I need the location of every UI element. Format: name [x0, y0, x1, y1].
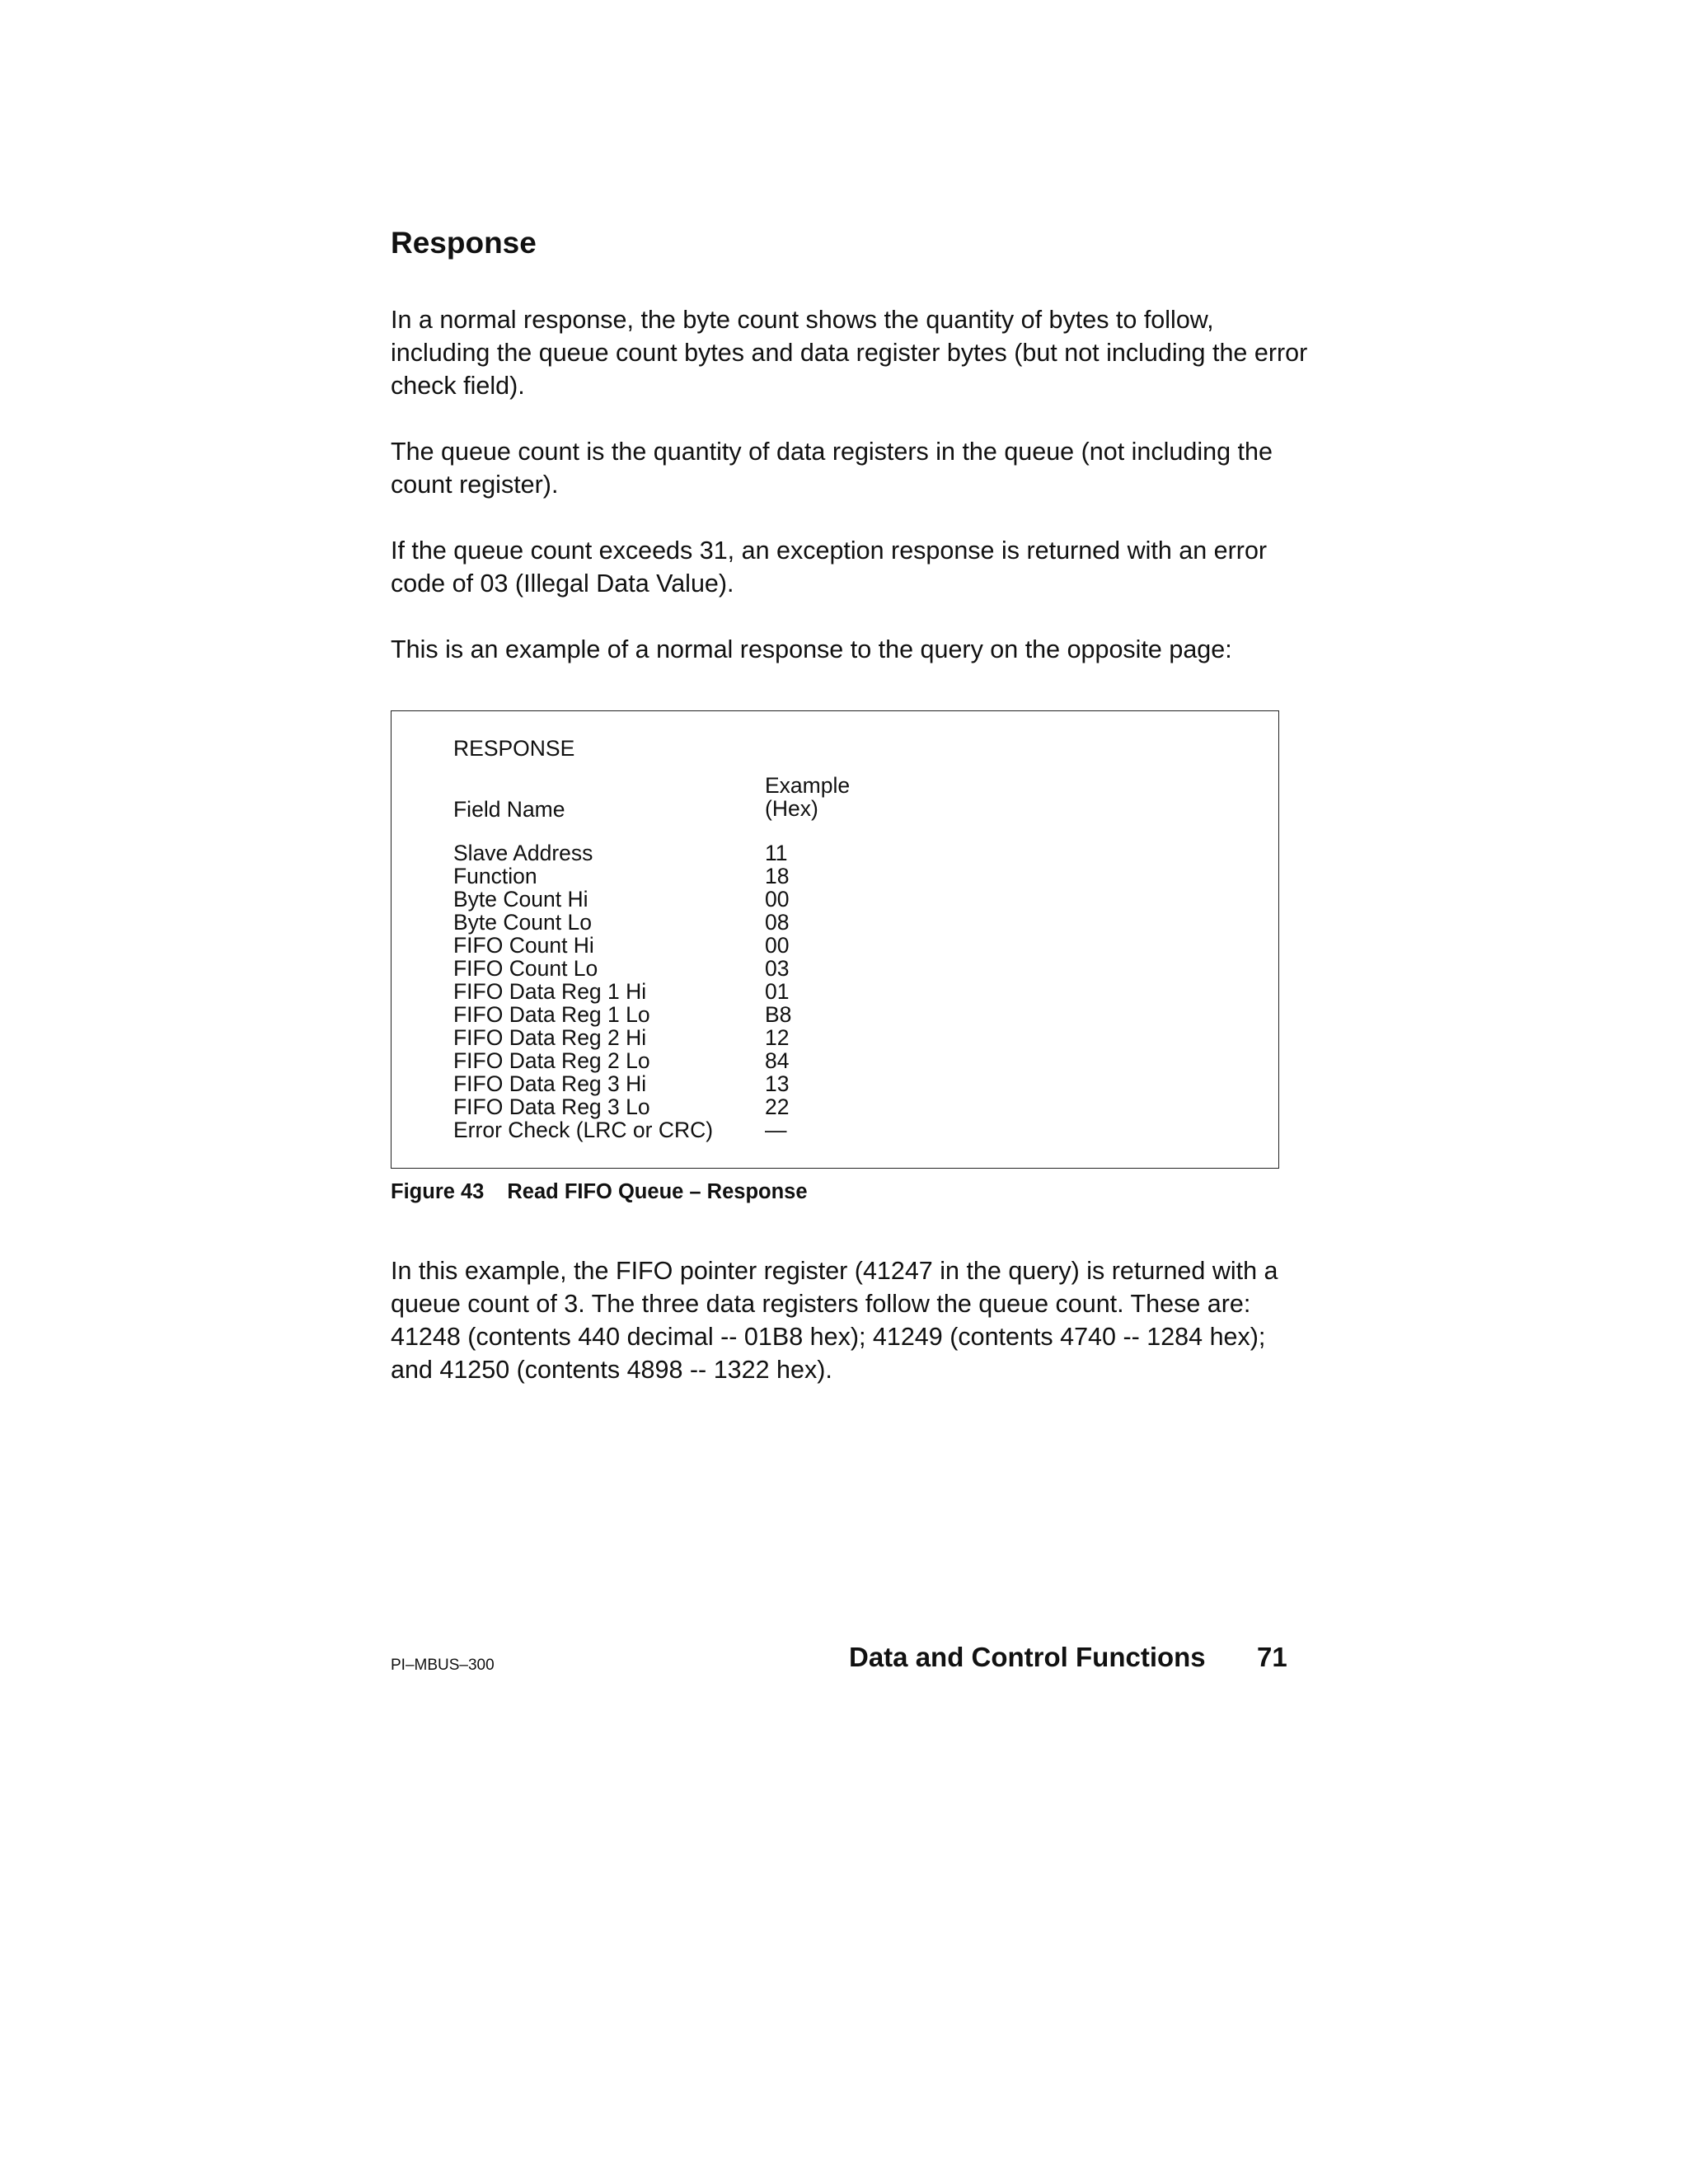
footer-chapter-title: Data and Control Functions	[849, 1642, 1206, 1672]
figure-caption	[391, 1180, 808, 1204]
table-row	[453, 980, 791, 1003]
field-value: 00	[765, 887, 790, 912]
table-row	[453, 841, 791, 865]
figure-title: RESPONSE	[453, 736, 575, 761]
table-row	[453, 1072, 791, 1095]
table-row	[453, 1003, 791, 1026]
figure-caption-text: Read FIFO Queue – Response	[507, 1180, 808, 1203]
field-value: 18	[765, 864, 790, 888]
section-heading: Response	[391, 226, 537, 260]
table-row	[453, 888, 791, 911]
paragraph-byte-count: In a normal response, the byte count shows the quantity of bytes to follow, including the queue count bytes and data register bytes (but not including the error check field).	[391, 306, 1308, 400]
table-row	[453, 1026, 791, 1049]
paragraph-exception: If the queue count exceeds 31, an exception response is returned with an error code of 03 (Illegal Data Value).	[391, 537, 1268, 598]
field-name: Slave Address	[453, 841, 593, 865]
field-value: 03	[765, 956, 790, 981]
field-name: Byte Count Lo	[453, 910, 592, 935]
field-value: 12	[765, 1025, 790, 1050]
field-value: 22	[765, 1094, 790, 1119]
field-value: B8	[765, 1002, 792, 1027]
example-hex-header	[765, 774, 850, 820]
response-figure-box	[391, 710, 1279, 1169]
table-row	[453, 1095, 791, 1118]
field-name-header: Field Name	[453, 797, 565, 822]
paragraph-example-explanation: In this example, the FIFO pointer register (41247 in the query) is returned with a queue count of 3. The three data registers follow the queue count. These are: 41248 (contents 440 decimal -- 01B8 hex); 41249 (contents 4740 -- 1284 hex); and 41250 (contents 4898 -- 1322 hex).	[391, 1257, 1278, 1384]
paragraph-queue-count: The queue count is the quantity of data registers in the queue (not including the count register).	[391, 438, 1273, 499]
field-name: Function	[453, 864, 537, 888]
field-name: FIFO Data Reg 2 Lo	[453, 1048, 650, 1073]
field-name: FIFO Count Hi	[453, 933, 594, 958]
example-header-line1: Example	[765, 773, 851, 798]
figure-caption-number: Figure 43	[391, 1180, 485, 1203]
table-row	[453, 1049, 791, 1072]
footer-page-number: 71	[1257, 1642, 1287, 1672]
field-name: FIFO Data Reg 3 Hi	[453, 1071, 647, 1096]
table-row	[453, 957, 791, 980]
table-row	[453, 865, 791, 888]
field-name: FIFO Count Lo	[453, 956, 598, 981]
table-row	[453, 1118, 791, 1141]
response-field-list	[453, 841, 791, 1141]
field-value: 00	[765, 933, 790, 958]
paragraph-example-intro: This is an example of a normal response to the query on the opposite page:	[391, 635, 1232, 663]
field-name: FIFO Data Reg 3 Lo	[453, 1094, 650, 1119]
field-value: 08	[765, 910, 790, 935]
field-name: Error Check (LRC or CRC)	[453, 1118, 714, 1142]
field-name: Byte Count Hi	[453, 887, 588, 912]
field-value: 13	[765, 1071, 790, 1096]
field-value: 01	[765, 979, 790, 1004]
field-value: —	[765, 1118, 787, 1142]
field-value: 84	[765, 1048, 790, 1073]
field-name: FIFO Data Reg 1 Hi	[453, 979, 647, 1004]
table-row	[453, 934, 791, 957]
field-value: 11	[765, 841, 788, 865]
field-name: FIFO Data Reg 2 Hi	[453, 1025, 647, 1050]
field-name: FIFO Data Reg 1 Lo	[453, 1002, 650, 1027]
table-row	[453, 911, 791, 934]
example-header-line2: (Hex)	[765, 796, 818, 821]
footer-doc-id: PI–MBUS–300	[391, 1657, 495, 1674]
